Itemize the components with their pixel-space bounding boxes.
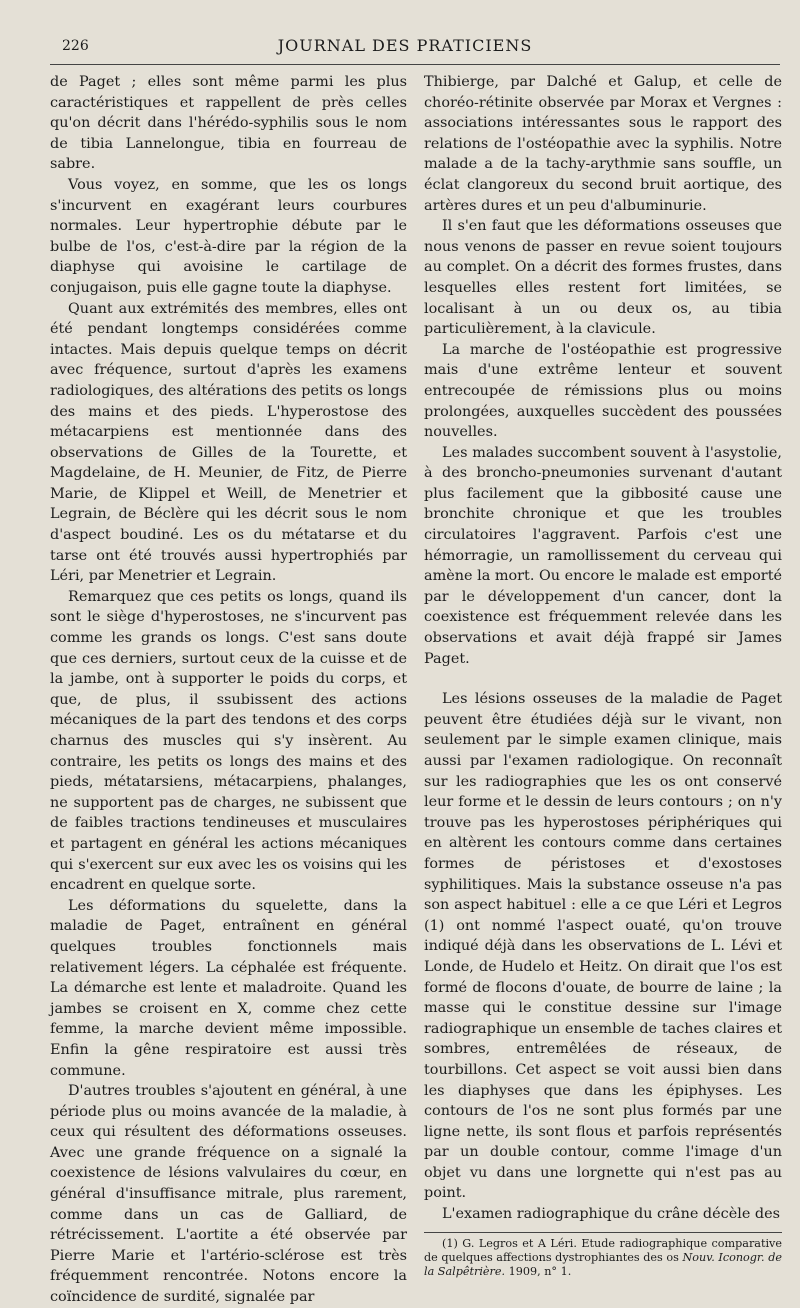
paragraph: Il s'en faut que les déformations osseuses que nous venons de passer en revue soient toujours au complet. On a décrit des formes frustes, dans lesquelles elles restent fort limitées, se localisant à un ou deux os, au tibia particulièrement, à la clavicule. [424, 218, 782, 338]
paragraph: Thibierge, par Dalché et Galup, et celle de choréo-rétinite observée par Morax et Vergnes : associations intéressantes sous le rapport des relations de l'ostéopathie avec la syphilis. Notre malade a de la tachy-arythmie sans souffle, un éclat clangoreux du second bruit aortique, des artères dures et un peu d'albuminurie. [424, 74, 782, 214]
paragraph: D'autres troubles s'ajoutent en général, à une période plus ou moins avancée de la maladie, à ceux qui résultent des déformations osseuses. Avec une grande fréquence on a signalé la coexistence de lésions valvulaires du cœur, en général d'insuffisance mitrale, plus rarement, comme dans un cas de Galliard, de rétrécissement. L'aortite a été observée par Pierre Marie et l'artério-sclérose est très fréquemment rencontrée. Notons encore la coïncidence de surdité, signalée par [50, 1083, 407, 1306]
footnote-date: 1909, n° 1. [508, 1264, 572, 1278]
paragraph: L'examen radiographique du crâne décèle des [442, 1206, 781, 1223]
paragraph: La marche de l'ostéopathie est progressive mais d'une extrême lenteur et souvent entrecoupée de rémissions plus ou moins prolongées, auxquelles succèdent des poussées nouvelles. [424, 341, 782, 441]
paragraph: Les lésions osseuses de la maladie de Paget peuvent être étudiées déjà sur le vivant, non seulement par le simple examen clinique, mais aussi par l'examen radiologique. On reconnaît sur les radiographies que les os ont conservé leur forme et le dessin de leurs contours ; on n'y trouve pas les hyperostoses périphériques qui en altèrent les contours comme dans certaines formes de péristoses et d'exostoses syphilitiques. Mais la substance osseuse n'a pas son aspect habituel : elle a ce que Léri et Legros (1) ont nommé l'aspect ouaté, qu'on trouve indiqué déjà dans les observations de L. Lévi et Londe, de Hudelo et Heitz. On dirait que l'os est formé de flocons d'ouate, de bourre de laine ; la masse qui le constitue dessine sur l'image radiographique un ensemble de taches claires et sombres, entremêlées de réseaux, de tourbillons. Cet aspect se voit aussi bien dans les diaphyses que dans les épiphyses. Les contours de l'os ne sont plus formés par une ligne nette, ils sont flous et parfois représentés par un double contour, comme l'image d'un objet vu dans une lorgnette qui n'est pas au point. [424, 691, 782, 1202]
paragraph: Quant aux extrémités des membres, elles ont été pendant longtemps considérées comme intactes. Mais depuis quelque temps on décrit avec fréquence, surtout d'après les examens radiologiques, des altérations des petits os longs des mains et des pieds. L'hyperostose des métacarpiens est mentionnée dans des observations de Gilles de la Tourette, et Magdelaine, de H. Meunier, de Fitz, de Pierre Marie, de Klippel et Weill, de Menetrier et Legrain, de Béclère qui les décrit sous le nom d'aspect boudiné. Les os du métatarse et du tarse ont été trouvés aussi hypertrophiés par Léri, par Menetrier et Legrain. [50, 300, 407, 585]
right-column [424, 72, 782, 1279]
paragraph: de Paget ; elles sont même parmi les plus caractéristiques et rappellent de près celles qu'on décrit dans l'hérédo-syphilis sous le nom de tibia Lannelongue, tibia en fourreau de sabre. [50, 74, 407, 173]
footnote-text: (1) G. Legros et A Léri. Etude radiographique comparative de quelques affections dystrophiantes des os [424, 1236, 782, 1264]
footnote [424, 1237, 782, 1279]
header-rule [50, 64, 780, 65]
paragraph: Remarquez que ces petits os longs, quand ils sont le siège d'hyperostoses, ne s'incurvent pas comme les grands os longs. C'est sans doute que ces derniers, surtout ceux de la cuisse et de la jambe, ont à supporter le poids du corps, et que, de plus, il ssubissent des actions mécaniques de la part des tendons et des corps charnus des muscles qui s'y insèrent. Au contraire, les petits os longs des mains et des pieds, métatarsiens, métacarpiens, phalanges, ne supportent pas de charges, ne subissent que de faibles tractions tendineuses et musculaires et partagent en général les actions mécaniques qui s'exercent sur eux avec les os voisins qui les encadrent en quelque sorte. [50, 588, 407, 894]
paragraph: Les déformations du squelette, dans la maladie de Paget, entraînent en général quelques troubles fonctionnels mais relativement légers. La céphalée est fréquente. La démarche est lente et maladroite. Quand les jambes se croisent en X, comme chez cette femme, la marche devient même impossible. Enfin la gêne respiratoire est aussi très commune. [50, 897, 407, 1079]
paragraph: Vous voyez, en somme, que les os longs s'incurvent en exagérant leurs courbures normales. Leur hypertrophie débute par le bulbe de l'os, c'est-à-dire par la région de la diaphyse qui avoisine le cartilage de conjugaison, puis elle gagne toute la diaphyse. [50, 176, 407, 296]
running-title: JOURNAL DES PRATICIENS [277, 36, 533, 55]
paragraph: Les malades succombent souvent à l'asystolie, à des broncho-pneumonies survenant d'autant plus facilement que la gibbosité cause une bronchite chronique et que les troubles circulatoires l'aggravent. Parfois c'est une hémorragie, un ramollissement du cerveau qui amène la mort. Ou encore le malade est emporté par le développement d'un cancer, dont la coexistence est fréquemment relevée dans les observations et avait déjà frappé sir James Paget. [424, 444, 782, 667]
left-column [50, 72, 407, 1308]
footnote-source: Nouv. Iconogr. de la Salpêtrière. [424, 1250, 782, 1278]
footnote-rule [424, 1232, 782, 1233]
page-number: 226 [62, 38, 89, 54]
page-header [40, 30, 770, 60]
